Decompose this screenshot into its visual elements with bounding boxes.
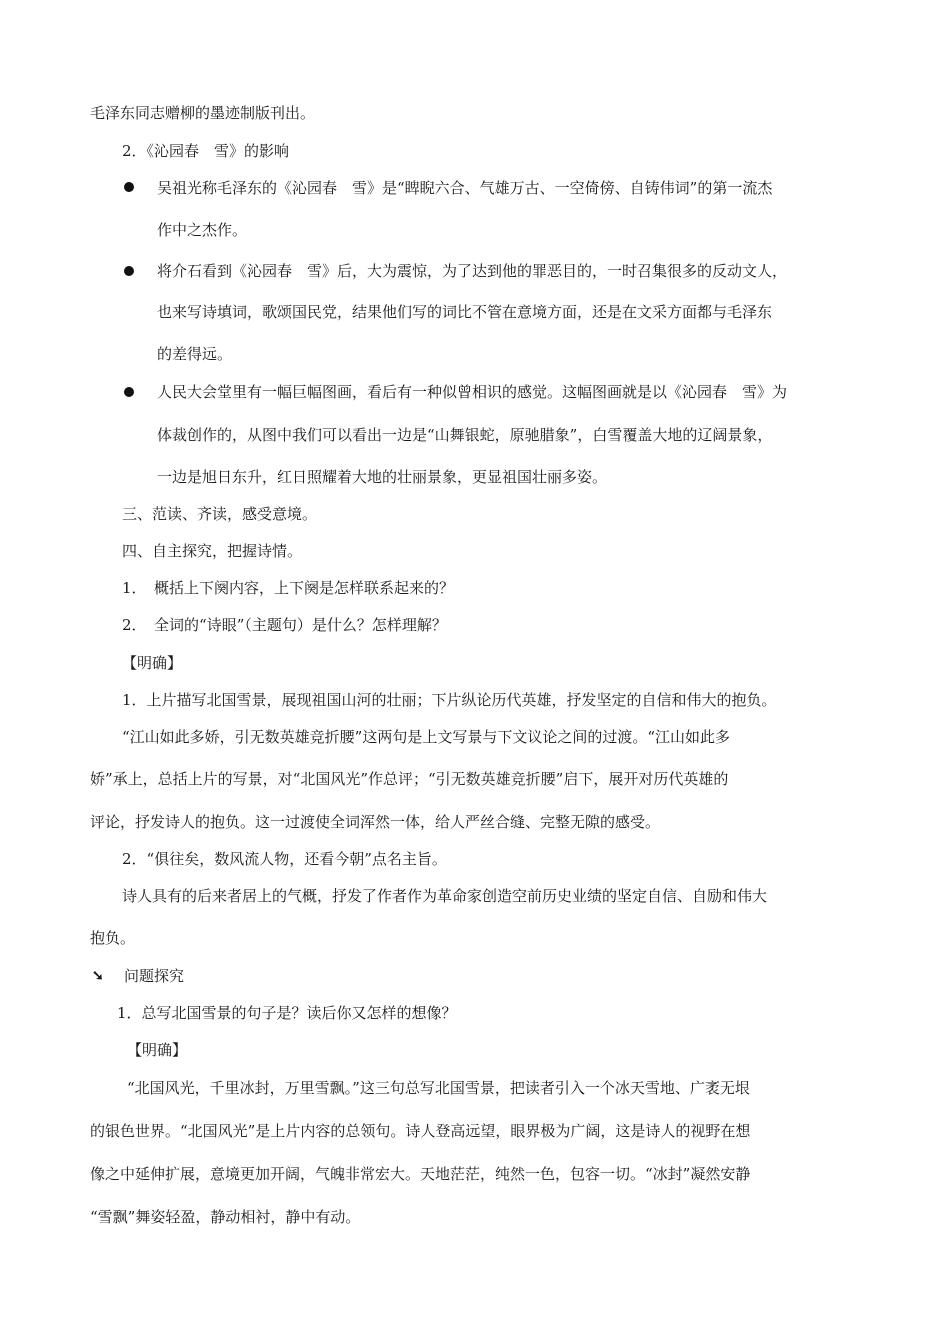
bullet-icon [124, 387, 134, 397]
bullet-text: 一边是旭日东升，红日照耀着大地的壮丽景象，更显祖国壮丽多姿。 [157, 468, 608, 486]
question-item: 2． 全词的“诗眼”（主题句）是什么？怎样理解？ [122, 616, 447, 634]
answer-text: 娇”承上，总括上片的写景，对“北国风光”作总评；“引无数英雄竞折腰”启下，展开对历代英雄的 [90, 770, 729, 788]
answer-text: 的银色世界。“北国风光”是上片内容的总领句。诗人登高远望，眼界极为广阔，这是诗人的视野在想 [90, 1122, 751, 1140]
bullet-text: 体裁创作的，从图中我们可以看出一边是“山舞银蛇，原驰腊象”，白雪覆盖大地的辽阔景象， [157, 426, 773, 444]
answer-text: 像之中延伸扩展，意境更加开阔，气魄非常宏大。天地茫茫，纯然一色，包容一切。“冰封”凝然安静 [90, 1165, 751, 1183]
section-heading: 问题探究 [124, 967, 185, 985]
answer-text: 抱负。 [90, 929, 136, 947]
answer-text: “江山如此多娇，引无数英雄竞折腰”这两句是上文写景与下文议论之间的过渡。“江山如此多 [122, 728, 731, 746]
bullet-text: 作中之杰作。 [157, 221, 248, 239]
text-line: 毛泽东同志赠柳的墨迹制版刊出。 [90, 104, 316, 122]
answer-label: 【明确】 [122, 654, 183, 672]
bullet-text: 人民大会堂里有一幅巨幅图画，看后有一种似曾相识的感觉。这幅图画就是以《沁园春 雪》为 [157, 383, 788, 401]
answer-text: 诗人具有的后来者居上的气概，抒发了作者作为革命家创造空前历史业绩的坚定自信、自励和伟大 [122, 887, 768, 905]
answer-text: “北国风光，千里冰封，万里雪飘。”这三句总写北国雪景，把读者引入一个冰天雪地、广袤无垠 [127, 1079, 750, 1097]
section-heading: 四、自主探究，把握诗情。 [122, 542, 303, 560]
bullet-text: 吴祖光称毛泽东的《沁园春 雪》是“睥睨六合、气雄万古、一空倚傍、自铸伟词”的第一流杰 [157, 179, 773, 197]
question-item: 1． 概括上下阕内容，上下阕是怎样联系起来的？ [122, 579, 455, 597]
bullet-text: 的差得远。 [157, 345, 233, 363]
answer-text: 评论，抒发诗人的抱负。这一过渡使全词浑然一体，给人严丝合缝、完整无隙的感受。 [90, 813, 661, 831]
bullet-icon [124, 182, 134, 192]
section-heading: 三、范读、齐读，感受意境。 [122, 505, 318, 523]
answer-text: “雪飘”舞姿轻盈，静动相衬，静中有动。 [90, 1208, 361, 1226]
bullet-text: 将介石看到《沁园春 雪》后，大为震惊，为了达到他的罪恶目的，一时召集很多的反动文人， [157, 262, 788, 280]
answer-label: 【明确】 [127, 1041, 188, 1059]
answer-text: 2．“俱往矣，数风流人物，还看今朝”点名主旨。 [122, 850, 447, 868]
answer-text: 1．上片描写北国雪景，展现祖国山河的壮丽；下片纵论历代英雄，抒发坚定的自信和伟大的抱负。 [122, 691, 777, 709]
bullet-text: 也来写诗填词，歌颂国民党，结果他们写的词比不管在意境方面，还是在文采方面都与毛泽东 [157, 303, 773, 321]
question-item: 1．总写北国雪景的句子是？读后你又怎样的想像？ [117, 1004, 457, 1022]
bullet-icon [124, 266, 134, 276]
section-heading: 2．《沁园春 雪》的影响 [122, 142, 290, 160]
arrow-icon: ➘ [92, 968, 104, 984]
